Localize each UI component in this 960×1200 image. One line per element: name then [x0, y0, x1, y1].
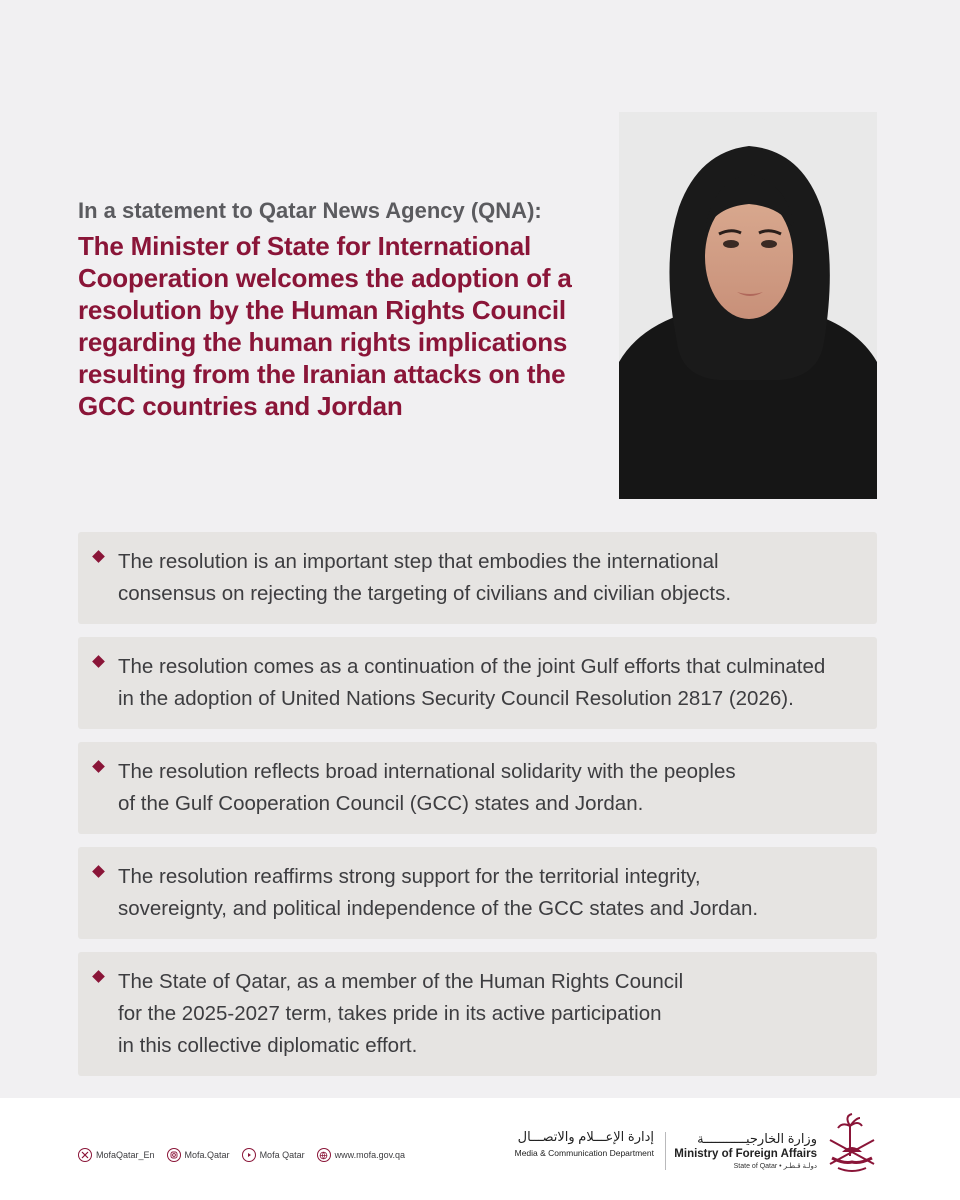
list-item-text: The resolution comes as a continuation of the joint Gulf efforts that culminated in the adoption of United Nations Security Council Resolution 2817 (2026).	[118, 655, 826, 710]
list-item-text: The resolution reflects broad international solidarity with the peoples of the Gulf Cooperation Council (GCC) states and Jordan.	[118, 760, 736, 815]
list-item	[78, 637, 877, 729]
diamond-bullet-icon	[92, 550, 105, 563]
diamond-bullet-icon	[92, 865, 105, 878]
list-item	[78, 952, 877, 1076]
list-item-text: The resolution reaffirms strong support for the territorial integrity, sovereignty, and political independence of the GCC states and Jordan.	[118, 865, 759, 920]
state-label: State of Qatar • دولـة قـطـر	[733, 1163, 817, 1170]
diamond-bullet-icon	[92, 655, 105, 668]
list-item	[78, 847, 877, 939]
headline: The Minister of State for International Cooperation welcomes the adoption of a resolution by the Human Rights Council regarding the human rights implications resulting from the Iranian attacks on the GCC countries and Jordan	[78, 231, 572, 421]
ministry-name-arabic: وزارة الخارجيـــــــــــة	[697, 1131, 817, 1146]
ministry-name-english: Ministry of Foreign Affairs	[674, 1148, 817, 1160]
footer	[0, 1098, 960, 1200]
globe-icon	[317, 1148, 331, 1162]
social-link-label: MofaQatar_En	[96, 1150, 155, 1160]
list-item	[78, 742, 877, 834]
social-link-website[interactable]	[317, 1148, 405, 1162]
department-name-arabic: إدارة الإعـــلام والاتصـــال	[517, 1129, 654, 1144]
department-logo	[498, 1128, 654, 1160]
ministry-logo-text	[672, 1132, 817, 1172]
social-link-instagram[interactable]	[167, 1148, 230, 1162]
key-points-list	[78, 532, 877, 1089]
instagram-icon	[167, 1148, 181, 1162]
footer-divider	[665, 1132, 666, 1170]
heading-block	[78, 196, 598, 422]
list-item	[78, 532, 877, 624]
list-item-text: The State of Qatar, as a member of the Human Rights Council for the 2025-2027 term, takes pride in its active participation in this collective diplomatic effort.	[118, 970, 684, 1057]
statement-intro: In a statement to Qatar News Agency (QNA):	[78, 198, 542, 223]
diamond-bullet-icon	[92, 970, 105, 983]
social-link-label: Mofa.Qatar	[184, 1150, 230, 1160]
x-icon	[78, 1148, 92, 1162]
list-item-text: The resolution is an important step that embodies the international consensus on rejecting the targeting of civilians and civilian objects.	[118, 550, 732, 605]
social-links	[78, 1148, 405, 1162]
diamond-bullet-icon	[92, 760, 105, 773]
qatar-emblem-icon	[826, 1112, 878, 1176]
social-link-x[interactable]	[78, 1148, 155, 1162]
social-link-youtube[interactable]	[242, 1148, 305, 1162]
minister-portrait	[619, 112, 877, 499]
youtube-icon	[242, 1148, 256, 1162]
social-link-label: Mofa Qatar	[259, 1150, 305, 1160]
department-name-english: Media & Communication Department	[514, 1148, 654, 1158]
social-link-label: www.mofa.gov.qa	[334, 1150, 405, 1160]
